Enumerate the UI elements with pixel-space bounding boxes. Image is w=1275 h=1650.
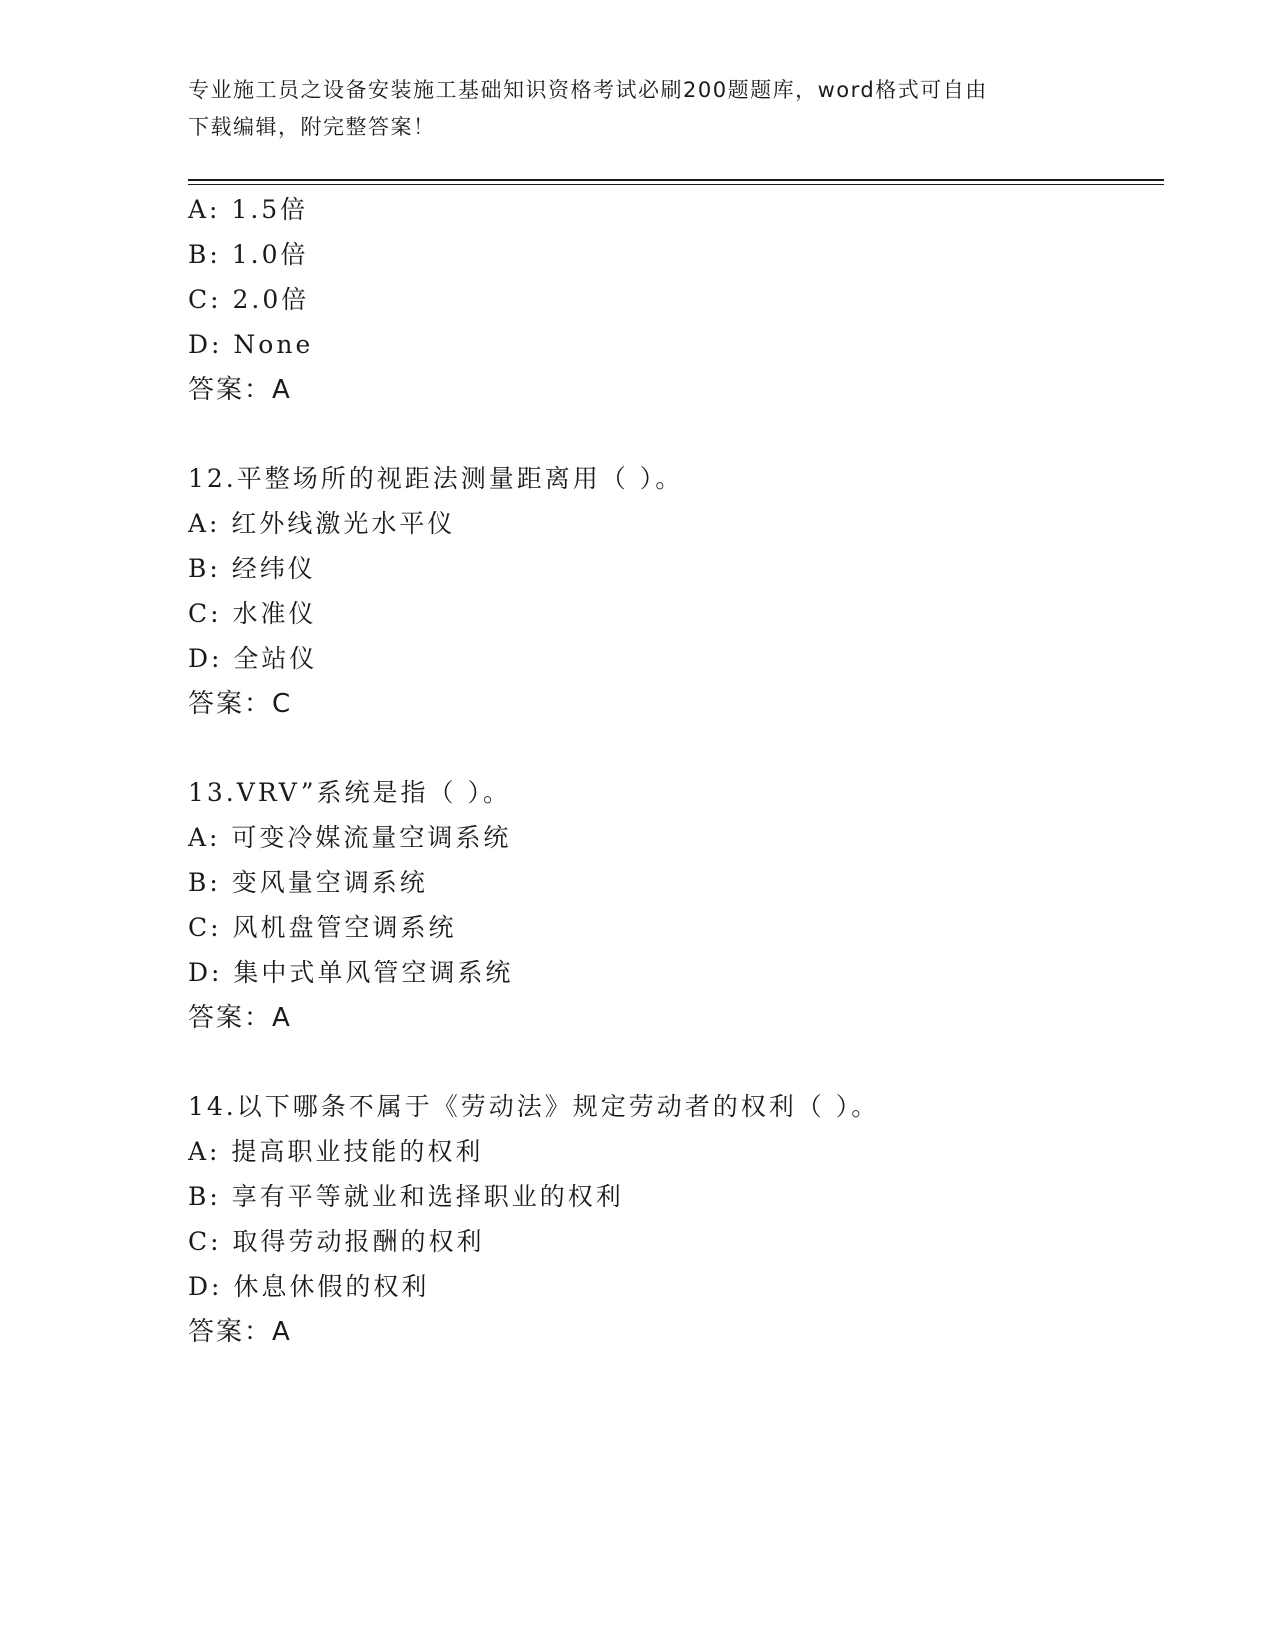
option-d: D: 休息休假的权利 [188, 1272, 430, 1301]
answer: 答案：A [188, 1003, 292, 1033]
option-c: C: 风机盘管空调系统 [188, 913, 457, 942]
header-line-2: 下载编辑，附完整答案！ [188, 115, 436, 139]
option-c: C: 取得劳动报酬的权利 [188, 1227, 485, 1256]
option-a: A: 1.5倍 [188, 195, 309, 224]
answer: 答案：C [188, 689, 293, 719]
option-c: C: 2.0倍 [188, 285, 310, 314]
option-d: D: None [188, 330, 314, 359]
answer: 答案：A [188, 1317, 292, 1347]
option-b: B: 变风量空调系统 [188, 868, 428, 897]
option-d: D: 全站仪 [188, 644, 318, 673]
question-text: 12.平整场所的视距法测量距离用（ ）。 [188, 464, 684, 493]
option-a: A: 可变冷媒流量空调系统 [188, 823, 512, 852]
question-text: 14.以下哪条不属于《劳动法》规定劳动者的权利（ ）。 [188, 1092, 880, 1121]
option-b: B: 享有平等就业和选择职业的权利 [188, 1182, 624, 1211]
document-header [188, 72, 1088, 146]
option-a: A: 红外线激光水平仪 [188, 509, 456, 538]
option-d: D: 集中式单风管空调系统 [188, 958, 514, 987]
header-line-1: 专业施工员之设备安装施工基础知识资格考试必刷200题题库，word格式可自由 [188, 78, 988, 102]
question-text: 13.VRV”系统是指（ ）。 [188, 778, 511, 807]
answer: 答案：A [188, 375, 292, 405]
option-a: A: 提高职业技能的权利 [188, 1137, 484, 1166]
header-divider-thin [188, 184, 1164, 185]
option-b: B: 1.0倍 [188, 240, 309, 269]
option-b: B: 经纬仪 [188, 554, 316, 583]
header-divider-thick [188, 179, 1164, 181]
option-c: C: 水准仪 [188, 599, 317, 628]
